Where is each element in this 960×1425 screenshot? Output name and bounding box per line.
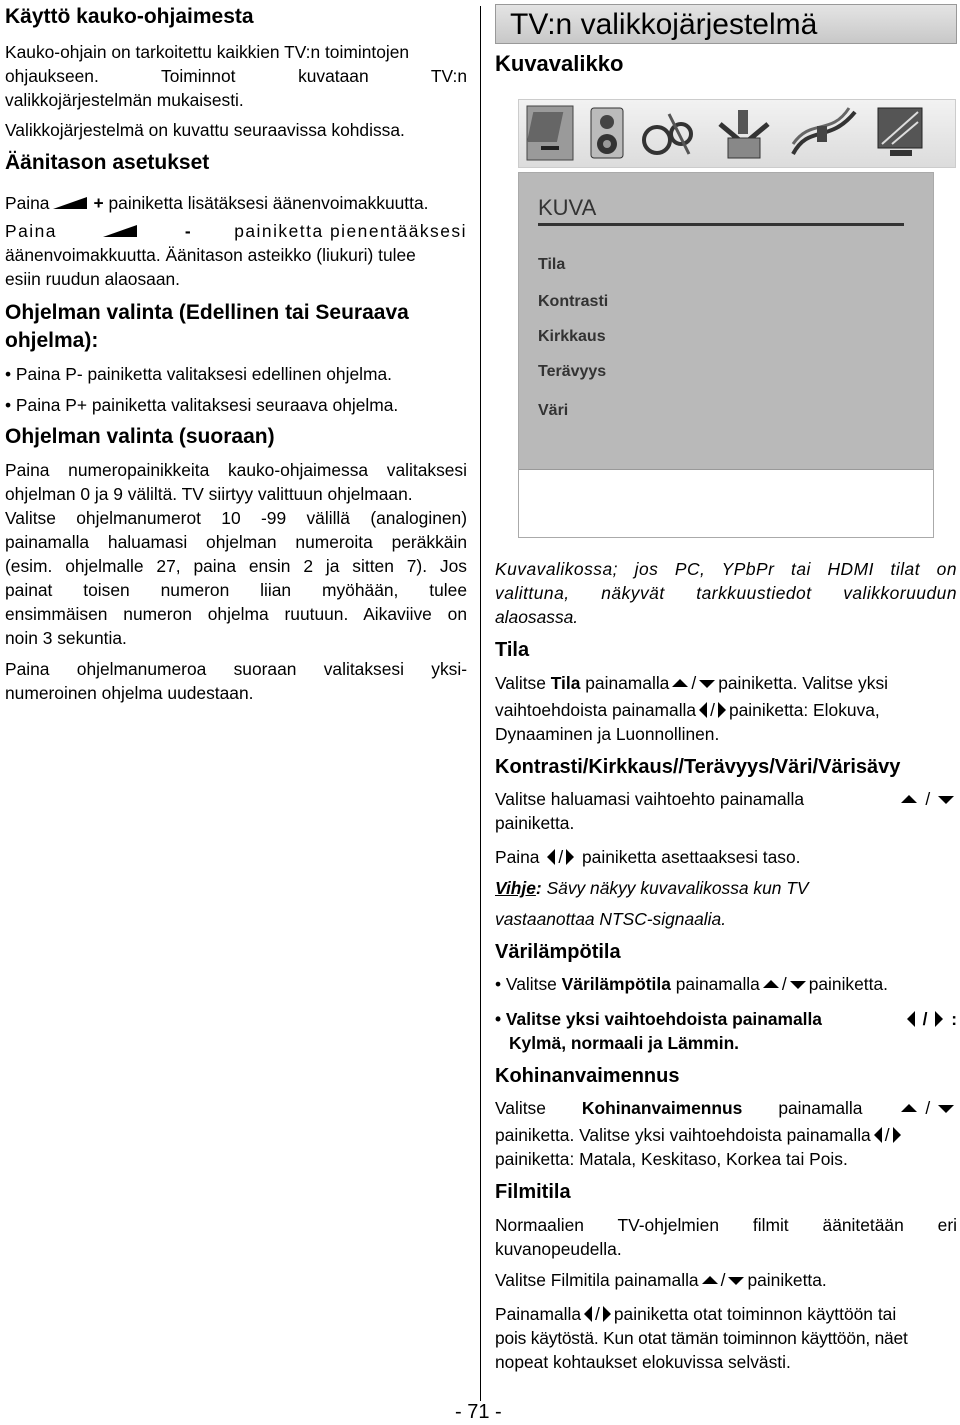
caption-line: valittuna, näkyvät tarkkuustiedot valikkoruudun: [495, 583, 957, 603]
vihje-line: vastaanottaa NTSC-signaalia.: [495, 909, 727, 929]
volume-heading: Äänitason asetukset: [5, 151, 210, 174]
varilampotila-line: [495, 1007, 957, 1031]
up-arrow-icon: [763, 980, 779, 988]
down-arrow-icon: [699, 680, 715, 688]
install-icon: [789, 104, 859, 162]
vihje-label: Vihje: [495, 878, 536, 898]
direct-line: painat toisen numeron liian myöhään, tulee: [5, 580, 467, 600]
text: painiketta otat toiminnon käyttöön tai: [613, 1304, 897, 1324]
pc-icon: [874, 104, 928, 162]
intro-line: valikkojärjestelmän mukaisesti.: [5, 90, 244, 110]
menu-item-kirkkaus[interactable]: Kirkkaus: [538, 328, 606, 345]
text: Paina: [5, 221, 57, 241]
right-arrow-icon: [935, 1011, 943, 1027]
text: :: [535, 878, 542, 898]
menu-title: KUVA: [538, 195, 597, 220]
filmitila-heading: Filmitila: [495, 1181, 571, 1203]
direct-line: Valitse ohjelmanumerot 10 -99 välillä (analoginen): [5, 508, 467, 528]
text: /: [720, 1270, 726, 1290]
single-line: numeroinen ohjelma uudestaan.: [5, 683, 254, 703]
text: painiketta lisätäksesi äänenvoimakkuutta.: [108, 193, 429, 213]
direct-line: painamalla haluamasi ohjelman numeroita peräkkäin: [5, 532, 467, 552]
kohinanvaimennus-heading: Kohinanvaimennus: [495, 1065, 680, 1087]
text: /: [710, 700, 715, 720]
text: Valitse: [495, 1098, 546, 1118]
bullet-next: • Paina P+ painiketta valitaksesi seuraava ohjelma.: [5, 395, 399, 415]
text: /: [781, 974, 787, 994]
right-arrow-icon: [566, 849, 574, 865]
section-title: Käyttö kauko-ohjaimesta: [5, 5, 254, 28]
left-arrow-icon: [699, 702, 707, 718]
text: Paina: [5, 193, 50, 213]
down-arrow-icon: [728, 1277, 744, 1285]
volume-down-line: äänenvoimakkuutta. Äänitason asteikko (liukuri) tulee: [5, 245, 416, 265]
right-arrow-icon: [718, 702, 726, 718]
kohina-line: painiketta: Matala, Keskitaso, Korkea tai Pois.: [495, 1149, 848, 1169]
menu-system-banner: [495, 4, 957, 44]
kontrasti-heading: Kontrasti/Kirkkaus//Terävyys/Väri/Värisävy: [495, 756, 901, 778]
intro-line: ohjaukseen. Toiminnot kuvataan TV:n: [5, 66, 467, 86]
text: • Valitse yksi vaihtoehdoista painamalla: [495, 1009, 822, 1029]
menu-item-teravyys[interactable]: Terävyys: [538, 363, 607, 380]
text: Sävy näkyy kuvavalikossa kun TV: [546, 878, 809, 898]
text: /: [558, 847, 564, 867]
single-line: Paina ohjelmanumeroa suoraan valitaksesi yksi-: [5, 659, 467, 679]
text: painiketta. Valitse yksi: [718, 673, 888, 693]
varilampotila-heading: Värilämpötila: [495, 941, 621, 963]
minus-sign: -: [184, 221, 193, 241]
text: /: [595, 1304, 600, 1324]
direct-line: ensimmäisen numeron ohjelma ruutuun. Aikaviive on: [5, 604, 467, 624]
text: painamalla: [675, 974, 760, 994]
menu-rule: [538, 223, 904, 226]
text: painamalla: [778, 1098, 863, 1118]
menu-item-vari[interactable]: Väri: [538, 402, 569, 419]
menu-icon-bar: [518, 99, 956, 168]
volume-down-line: esiin ruudun alaosaan.: [5, 269, 181, 289]
text: /: [922, 1009, 928, 1029]
menu-item-kontrasti[interactable]: Kontrasti: [538, 293, 609, 310]
source-icon: [714, 104, 774, 162]
down-arrow-icon: [790, 981, 806, 989]
menu-background: [519, 173, 933, 470]
picture-icon: [525, 104, 575, 162]
intro-line: Valikkojärjestelmä on kuvattu seuraavissa kohdissa.: [5, 120, 405, 140]
text: painiketta.: [747, 1270, 827, 1290]
direct-line: noin 3 sekuntia.: [5, 628, 127, 648]
program-heading: Ohjelman valinta (Edellinen tai Seuraava: [5, 301, 409, 324]
down-arrow-icon: [938, 1105, 954, 1113]
text: Valitse Filmitila painamalla: [495, 1270, 699, 1290]
text: painiketta pienentääksesi: [234, 221, 467, 241]
tila-line: [495, 671, 888, 695]
text: painiketta.: [808, 974, 888, 994]
direct-heading: Ohjelman valinta (suoraan): [5, 425, 275, 448]
down-arrow-icon: [938, 796, 954, 804]
text: Valitse: [495, 673, 546, 693]
right-arrow-icon: [603, 1306, 611, 1322]
menu-item-tila[interactable]: Tila: [538, 256, 566, 273]
volume-down-line: [5, 219, 467, 243]
volume-icon: [103, 225, 137, 237]
filmitila-line: pois käytöstä. Kun otat tämän toiminnon käyttöön, näet: [495, 1328, 908, 1348]
direct-line: ohjelman 0 ja 9 väliltä. TV siirtyy valittuun ohjelmaan.: [5, 484, 413, 504]
kontrasti-line: painiketta.: [495, 813, 575, 833]
text: /: [925, 1098, 931, 1118]
tila-line: [495, 698, 880, 722]
text: Kohinanvaimennus: [581, 1098, 743, 1118]
kohina-line: [495, 1096, 957, 1120]
left-arrow-icon: [547, 849, 555, 865]
picture-menu-screen: [518, 172, 934, 538]
varilampotila-line: Kylmä, normaali ja Lämmin.: [509, 1033, 740, 1053]
tila-heading: Tila: [495, 639, 530, 661]
right-arrow-icon: [893, 1127, 901, 1143]
settings-icon: [639, 104, 699, 162]
program-heading: ohjelma):: [5, 329, 99, 352]
banner-title: TV:n valikkojärjestelmä: [510, 8, 818, 41]
right-column: [495, 0, 957, 1400]
text: Painamalla: [495, 1304, 582, 1324]
caption-line: Kuvavalikossa; jos PC, YPbPr tai HDMI tilat on: [495, 559, 957, 579]
text: • Valitse: [495, 974, 557, 994]
text: Värilämpötila: [561, 974, 671, 994]
bullet-prev: • Paina P- painiketta valitaksesi edellinen ohjelma.: [5, 364, 392, 384]
text: /: [884, 1125, 890, 1145]
kontrasti-line: [495, 787, 957, 811]
filmitila-line: Normaalien TV-ohjelmien filmit äänitetään eri: [495, 1215, 957, 1235]
page-number: - 71 -: [455, 1401, 502, 1423]
kohina-line: [495, 1123, 904, 1147]
up-arrow-icon: [901, 795, 917, 803]
direct-line: Paina numeropainikkeita kauko-ohjaimessa valitaksesi: [5, 460, 467, 480]
caption-line: alaosassa.: [495, 607, 579, 627]
filmitila-line: [495, 1302, 896, 1326]
left-arrow-icon: [907, 1011, 915, 1027]
filmitila-line: kuvanopeudella.: [495, 1239, 622, 1259]
text: Paina: [495, 847, 540, 867]
text: painiketta. Valitse yksi vaihtoehdoista painamalla: [495, 1125, 871, 1145]
text: Tila: [550, 673, 581, 693]
text: Valitse haluamasi vaihtoehto painamalla: [495, 789, 805, 809]
text: /: [691, 673, 697, 693]
vihje-line: [495, 876, 809, 900]
text: painamalla: [585, 673, 670, 693]
up-arrow-icon: [702, 1276, 718, 1284]
column-divider: [480, 6, 481, 1401]
sound-icon: [585, 104, 629, 162]
left-arrow-icon: [584, 1306, 592, 1322]
volume-icon: [53, 197, 87, 209]
tila-line: Dynaaminen ja Luonnollinen.: [495, 724, 720, 744]
intro-line: Kauko-ohjain on tarkoitettu kaikkien TV:n toimintojen: [5, 42, 410, 62]
text: /: [925, 789, 931, 809]
up-arrow-icon: [672, 679, 688, 687]
kontrasti-line: [495, 845, 801, 869]
filmitila-line: [495, 1268, 827, 1292]
left-arrow-icon: [874, 1127, 882, 1143]
text: :: [951, 1009, 957, 1029]
text: vaihtoehdoista painamalla: [495, 700, 697, 720]
subtitle: Kuvavalikko: [495, 51, 624, 76]
text: painiketta asettaaksesi taso.: [582, 847, 801, 867]
varilampotila-line: [495, 972, 888, 996]
plus-sign: +: [93, 193, 104, 213]
text: painiketta: Elokuva,: [728, 700, 880, 720]
up-arrow-icon: [901, 1104, 917, 1112]
filmitila-line: nopeat kohtaukset elokuvissa selvästi.: [495, 1352, 791, 1372]
volume-up-line: [5, 191, 428, 215]
direct-line: (esim. ohjelmalle 27, paina ensin 2 ja sitten 7). Jos: [5, 556, 467, 576]
